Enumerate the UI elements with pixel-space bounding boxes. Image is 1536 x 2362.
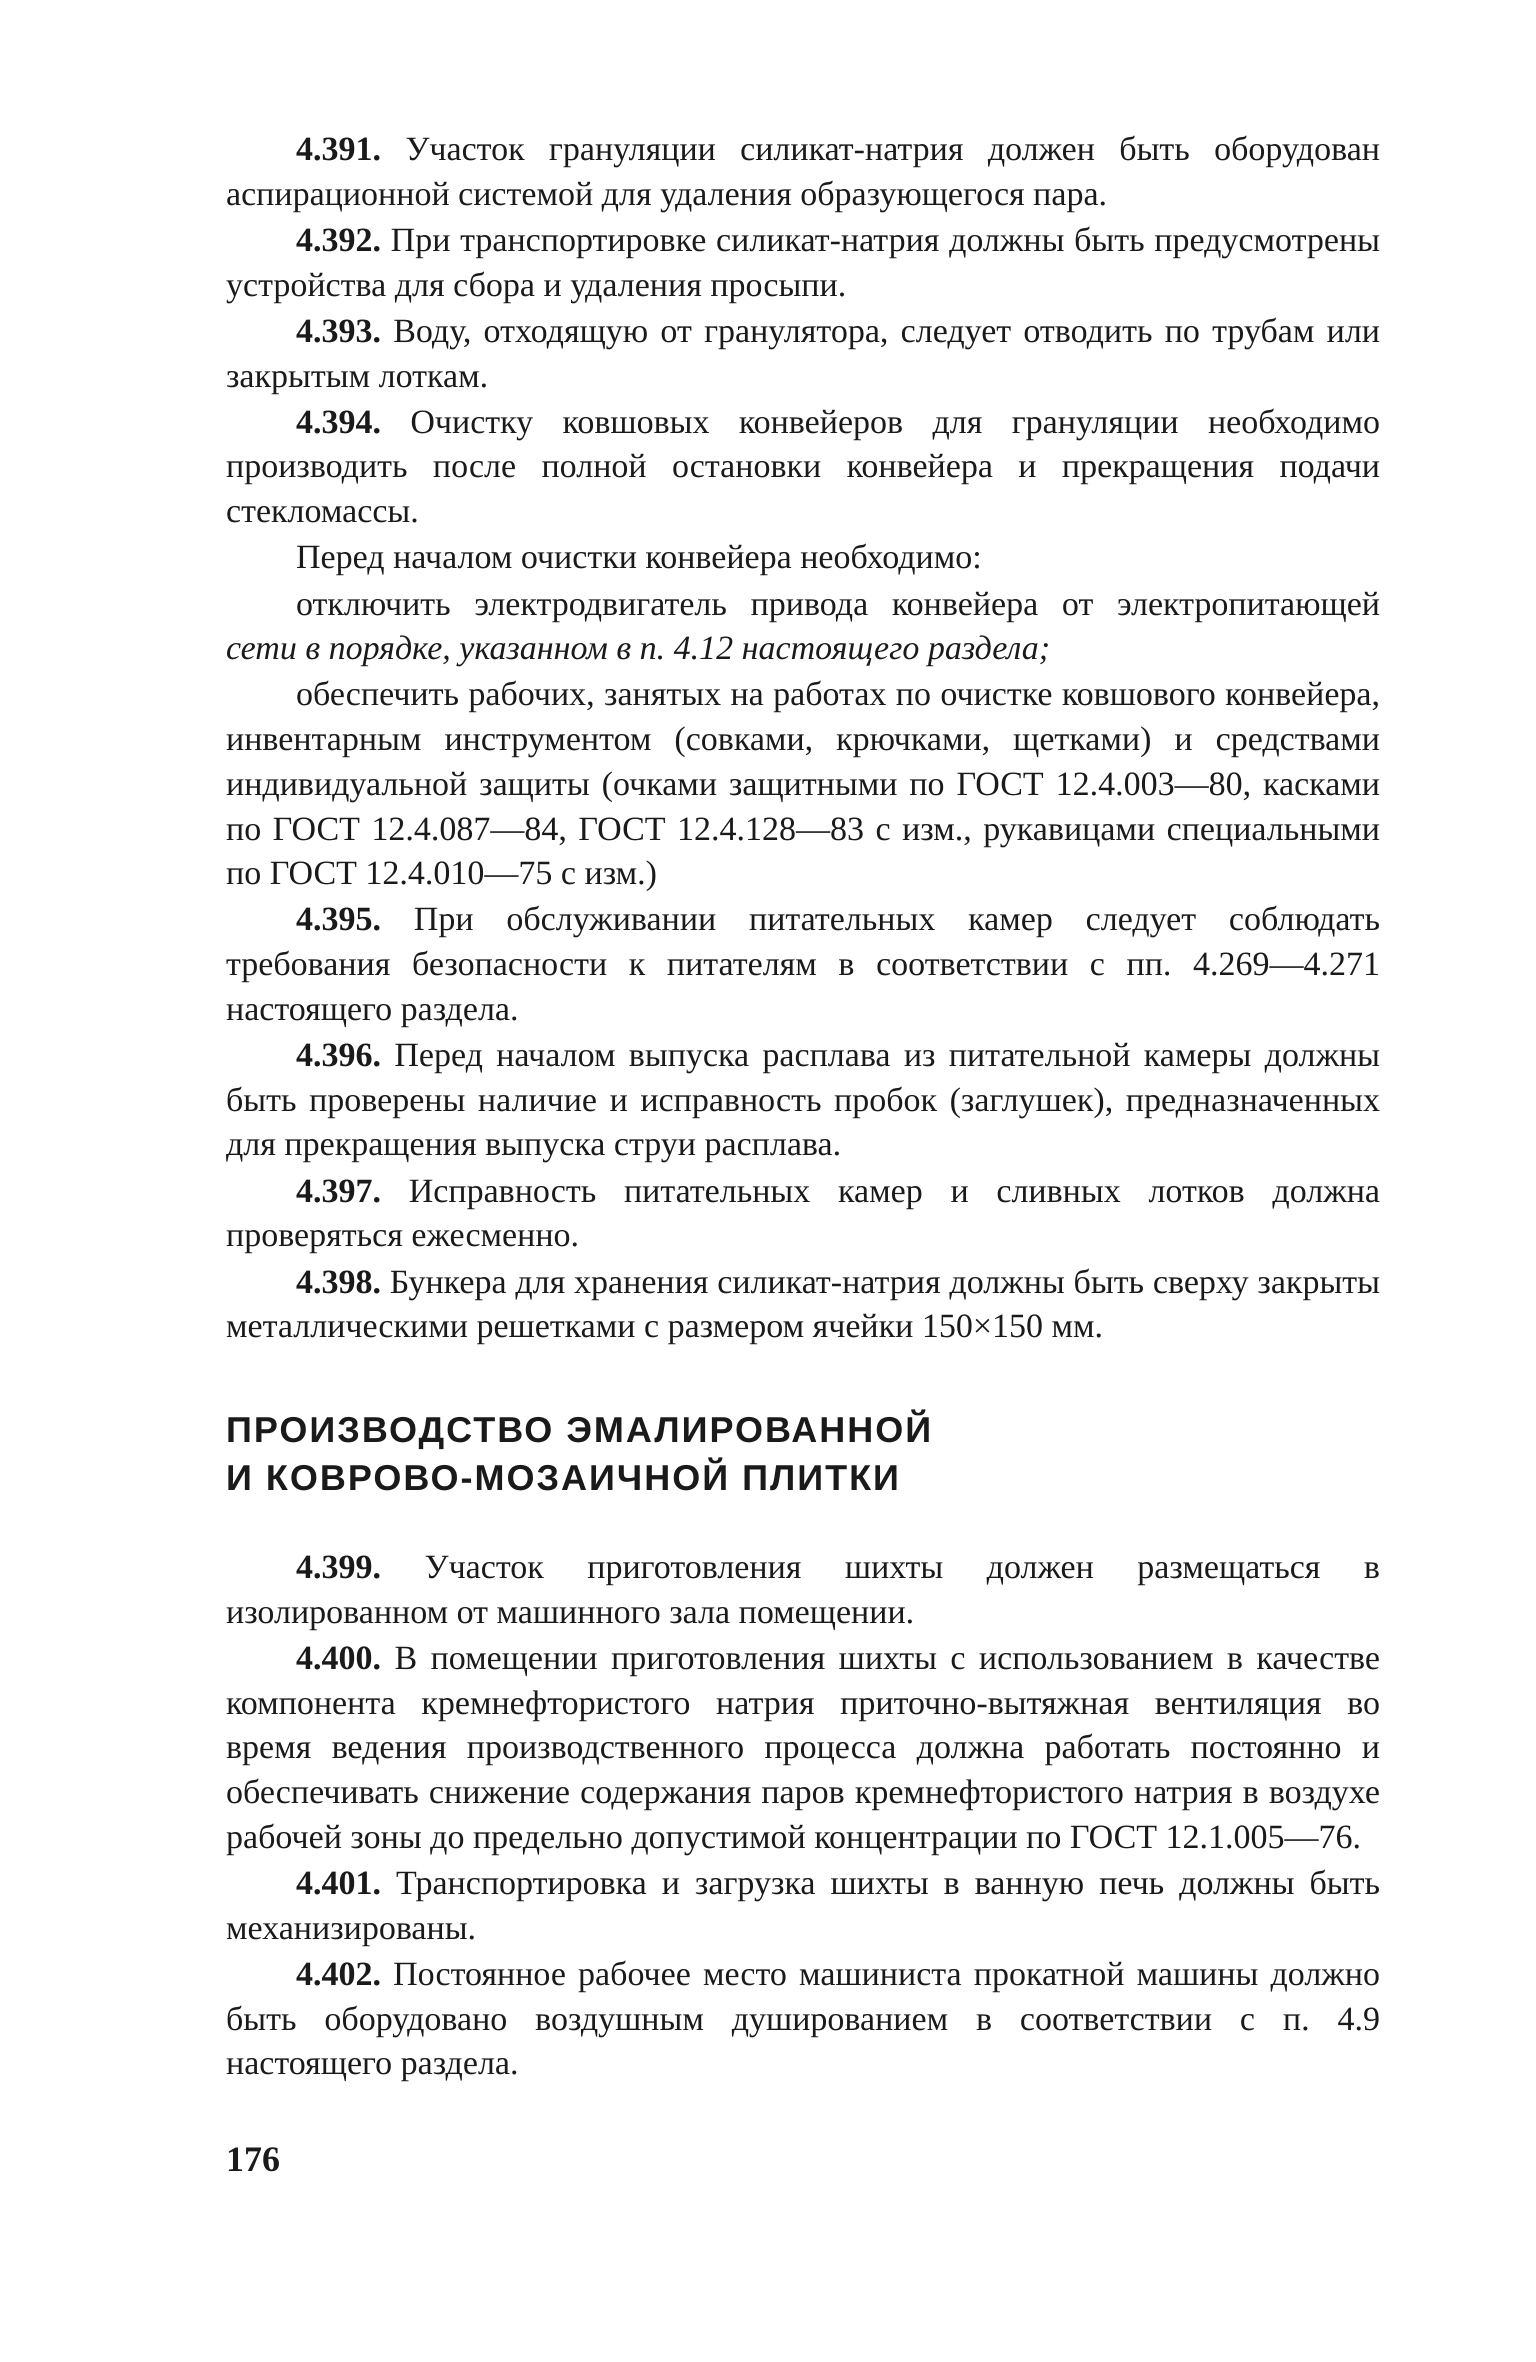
- clause-text: В помещении приготовления шихты с использованием в качестве компонента кремнефтористого натрия приточно-вытяжная вентиляция во время ведения производственного процесса должна работать постоянно и обеспечивать снижение содержания паров кремнефтористого натрия в воздухе рабочей зоны до предельно допустимой концентрации по ГОСТ 12.1.005—76.: [226, 1639, 1380, 1856]
- clause-number: 4.394.: [296, 403, 381, 441]
- paragraph-4-402: [226, 1953, 1380, 2087]
- clause-text: Очистку ковшовых конвейеров для грануляции необходимо производить после полной остановки конвейера и прекращения подачи стекломассы.: [226, 403, 1380, 531]
- clause-text: Воду, отходящую от гранулятора, следует отводить по трубам или закрытым лоткам.: [226, 312, 1380, 395]
- clause-number: 4.399.: [296, 1548, 381, 1586]
- paragraph-4-391: [226, 128, 1380, 217]
- section-heading-line-1: ПРОИЗВОДСТВО ЭМАЛИРОВАННОЙ: [226, 1408, 934, 1450]
- clause-number: 4.393.: [296, 312, 381, 350]
- paragraph-4-399: [226, 1546, 1380, 1635]
- paragraph-4-398: [226, 1261, 1380, 1350]
- section-heading: [226, 1406, 1380, 1502]
- paragraph-4-394: [226, 401, 1380, 535]
- paragraph-4-393: [226, 310, 1380, 399]
- section-heading-line-2: И КОВРОВО-МОЗАИЧНОЙ ПЛИТКИ: [226, 1456, 901, 1498]
- paragraph-4-400: [226, 1637, 1380, 1861]
- clause-number: 4.392.: [296, 221, 381, 259]
- clause-text: Перед началом выпуска расплава из питательной камеры должны быть проверены наличие и исправность пробок (заглушек), предназначенных для прекращения выпуска струи расплава.: [226, 1037, 1380, 1164]
- paragraph-4-395: [226, 898, 1380, 1032]
- clause-number: 4.402.: [296, 1955, 381, 1993]
- clause-number: 4.398.: [296, 1263, 381, 1301]
- clause-number: 4.400.: [296, 1639, 381, 1677]
- clause-text: При обслуживании питательных камер следует соблюдать требования безопасности к питателям в соответствии с пп. 4.269—4.271 настоящего раздела.: [226, 901, 1380, 1028]
- paragraph-provide-workers: обеспечить рабочих, занятых на работах по очистке ковшового конвейера, инвентарным инструментом (совками, крючками, щетками) и средствами индивидуальной защиты (очками защитными по ГОСТ 12.4.003—80, касками по ГОСТ 12.4.087—84, ГОСТ 12.4.128—83 с изм., рукавицами специальными по ГОСТ 12.4.010—75 с изм.): [226, 676, 1380, 893]
- clause-text: Бункера для хранения силикат-натрия должны быть сверху закрыты металлическими решетками с размером ячейки 150×150 мм.: [226, 1263, 1380, 1346]
- clause-number: 4.397.: [296, 1172, 381, 1210]
- clause-number: 4.391.: [296, 131, 381, 168]
- paragraph-4-396: [226, 1034, 1380, 1168]
- clause-number: 4.395.: [296, 901, 381, 939]
- disconnect-text: отключить электродвигатель привода конвейера от электропитающей: [296, 585, 1380, 623]
- clause-text: При транспортировке силикат-натрия должны быть предусмотрены устройства для сбора и удаления просыпи.: [226, 221, 1380, 304]
- clause-text: Участок грануляции силикат-натрия должен быть оборудован аспирационной системой для удаления образующегося пара.: [226, 131, 1380, 213]
- paragraph-disconnect-motor: [226, 583, 1380, 672]
- clause-text: Постоянное рабочее место машиниста прокатной машины должно быть оборудовано воздушным душированием в соответствии с п. 4.9 настоящего раздела.: [226, 1955, 1380, 2083]
- page-body: [226, 128, 1380, 2088]
- clause-text: Участок приготовления шихты должен размещаться в изолированном от машинного зала помещении.: [226, 1548, 1380, 1631]
- clause-number: 4.401.: [296, 1864, 381, 1902]
- paragraph-4-392: [226, 219, 1380, 308]
- paragraph-4-397: [226, 1170, 1380, 1259]
- clause-text: Исправность питательных камер и сливных лотков должна проверяться ежесменно.: [226, 1172, 1380, 1255]
- page-number: 176: [226, 2139, 280, 2179]
- clause-number: 4.396.: [296, 1037, 381, 1075]
- disconnect-text-italic: сети в порядке, указанном в п. 4.12 настоящего раздела;: [226, 630, 1051, 668]
- paragraph-before-cleaning: Перед началом очистки конвейера необходимо:: [296, 539, 982, 577]
- clause-text: Транспортировка и загрузка шихты в ванную печь должны быть механизированы.: [226, 1864, 1380, 1947]
- paragraph-4-401: [226, 1862, 1380, 1951]
